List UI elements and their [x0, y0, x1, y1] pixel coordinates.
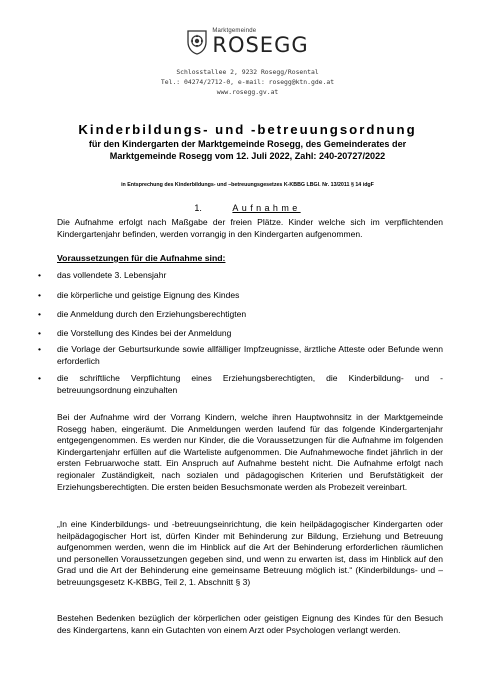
legal-basis: in Entsprechung des Kinderbildungs- und –betreuungsgesetzes K-KBBG LBGl. Nr. 13/2011 § 14 idgF — [121, 182, 374, 188]
contact-line: Tel.: 04274/2712-0, e-mail: rosegg@ktn.gde.at — [160, 77, 335, 86]
bullet-icon: • — [38, 270, 41, 280]
list-item-text: die Anmeldung durch den Erziehungsberechtigten — [57, 309, 247, 319]
subtitle-line: Marktgemeinde Rosegg vom 12. Juli 2022, Zahl: 240-20727/2022 — [109, 150, 386, 161]
section-title: Aufnahme — [232, 203, 301, 213]
requirements-heading: Voraussetzungen für die Aufnahme sind: — [57, 253, 226, 263]
list-item-text: die Vorlage der Geburtsurkunde sowie allfälliger Impfzeugnisse, ärztliche Atteste oder Befunde wenn erforderlich — [57, 344, 443, 367]
municipality-label: Marktgemeinde — [212, 28, 257, 34]
letterhead — [0, 28, 495, 97]
list-item-text: die körperliche und geistige Eignung des Kindes — [57, 290, 240, 300]
bullet-icon: • — [38, 344, 41, 354]
list-item-text: das vollendete 3. Lebensjahr — [57, 270, 167, 280]
doubts-paragraph: Bestehen Bedenken bezüglich der körperlichen oder geistigen Eignung des Kindes für den Besuch des Kindergartens, kann ein Gutachten von einem Arzt oder Psychologen verlangt werden. — [57, 613, 443, 635]
subtitle-line: für den Kindergarten der Marktgemeinde Rosegg, des Gemeinderates der — [88, 139, 407, 149]
document-subtitle — [0, 139, 495, 163]
section-number: 1. — [194, 203, 202, 213]
rose-crest-icon — [186, 29, 208, 55]
contact-block — [0, 68, 495, 97]
quote-paragraph: „In eine Kinderbildungs- und -betreuungseinrichtung, die kein heilpädagogischer Kindergarten oder heilpädagogischer Hort ist, dürfen Kinder mit Behinderung zur Bildung, Erziehung und Betreuung aufgenommen werden, wenn die im Hinblick auf die Art der Behinderung erforderlichen räumlichen und personellen Voraussetzungen gegeben sind, und wenn zu erwarten ist, dass im Hinblick auf den Grad und die Art der Behinderung eine gemeinsame Betreuung möglich ist.“ (Kinderbildungs- und –betreuungsgesetz K-KBBG, Teil 2, 1. Abschnitt § 3) — [57, 519, 443, 587]
bullet-icon: • — [38, 290, 41, 300]
address-line: Schlosstallee 2, 9232 Rosegg/Rosental — [176, 68, 319, 76]
logo — [0, 28, 495, 56]
document-title: Kinderbildungs- und -betreuungsordnung — [78, 122, 417, 137]
list-item-text: die Vorstellung des Kindes bei der Anmeldung — [57, 328, 232, 338]
bullet-icon: • — [38, 328, 41, 338]
list-item-text: die schriftliche Verpflichtung eines Erziehungsberechtigten, die Kinderbildung- und - betreuungsordnung einzuhalten — [57, 373, 443, 396]
priority-paragraph: Bei der Aufnahme wird der Vorrang Kindern, welche ihren Hauptwohnsitz in der Marktgemeinde Rosegg haben, eingeräumt. Die Anmeldungen werden laufend für das folgende Kindergartenjahr entgegengenommen. Es werden nur Kinder, die die Voraussetzungen für die Aufnahme im folgenden Kindergartenjahr erfüllen auf die Warteliste aufgenommen. Die Aufnahmewoche findet jährlich in der ersten Februarwoche statt. Ein Anspruch auf Aufnahme besteht nicht. Die Aufnahme erfolgt nach regionaler Zuständigkeit, nach sozialen und pädagogischen Kriterien und Berufstätigkeit der Erziehungsberechtigten. Die ersten beiden Besuchsmonate werden als Probezeit vereinbart. — [57, 412, 443, 492]
section-heading — [0, 203, 495, 213]
intro-paragraph: Die Aufnahme erfolgt nach Maßgabe der freien Plätze. Kinder welche sich im verpflichtenden Kindergartenjahr befinden, werden vorrangig in den Kindergarten aufgenommen. — [57, 217, 443, 239]
bullet-icon: • — [38, 373, 41, 383]
municipality-name: ROSEGG — [212, 33, 309, 57]
web-line: www.rosegg.gv.at — [216, 87, 279, 96]
bullet-icon: • — [38, 309, 41, 319]
